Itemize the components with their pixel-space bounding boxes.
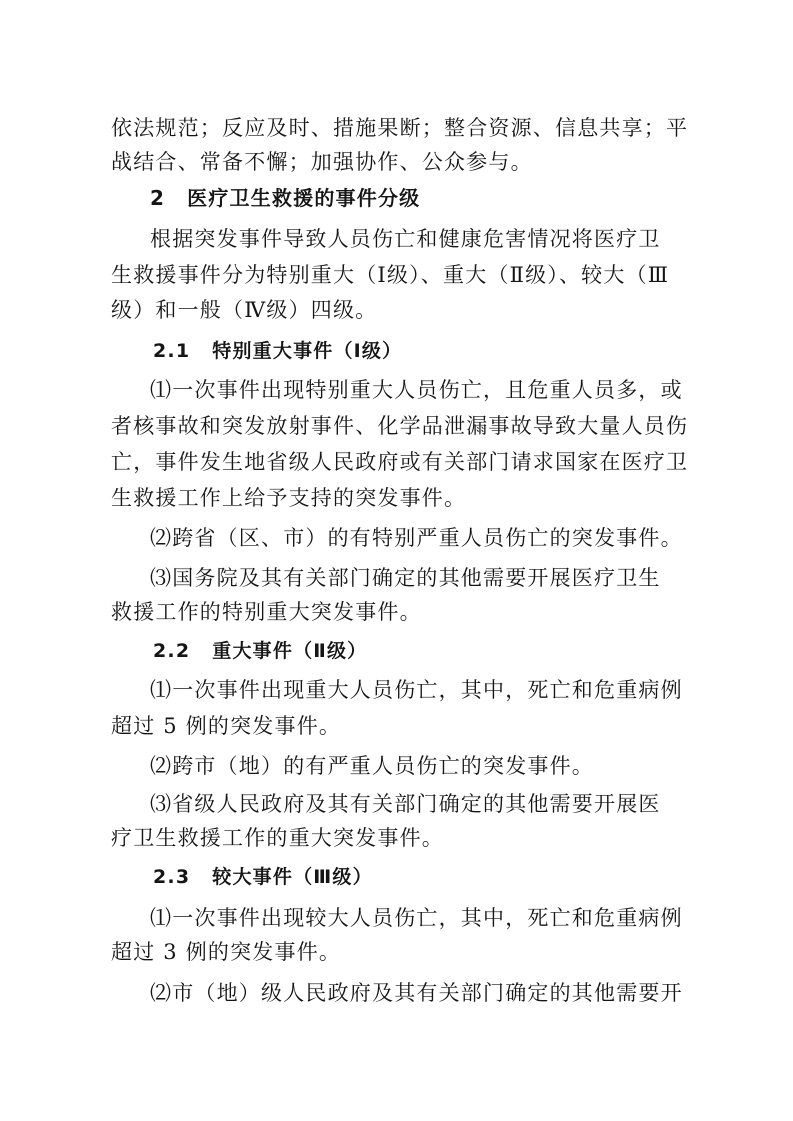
paragraph-line: ⑴一次事件出现较大人员伤亡，其中，死亡和危重病例: [150, 906, 683, 930]
paragraph-line: 超过 5 例的突发事件。: [111, 714, 342, 738]
paragraph-line: 生救援工作上给予支持的突发事件。: [111, 486, 467, 510]
subsection-number: 2.2: [153, 640, 191, 662]
paragraph-line: ⑵跨省（区、市）的有特别严重人员伤亡的突发事件。: [150, 526, 683, 550]
paragraph-line: 级）和一般（Ⅳ级）四级。: [111, 298, 378, 322]
paragraph-line: 根据突发事件导致人员伤亡和健康危害情况将医疗卫: [150, 227, 661, 251]
paragraph-line: 救援工作的特别重大突发事件。: [111, 600, 422, 624]
paragraph-line: 者核事故和突发放射事件、化学品泄漏事故导致大量人员伤: [111, 414, 689, 438]
paragraph-line: ⑵市（地）级人民政府及其有关部门确定的其他需要开: [150, 981, 683, 1005]
paragraph-line: 超过 3 例的突发事件。: [111, 940, 342, 964]
paragraph-line: 亡，事件发生地省级人民政府或有关部门请求国家在医疗卫: [111, 450, 689, 474]
subsection-number: 2.1: [153, 340, 191, 362]
subsection-number: 2.3: [153, 866, 191, 888]
paragraph-line: ⑶省级人民政府及其有关部门确定的其他需要开展医: [150, 792, 661, 816]
paragraph-line: ⑴一次事件出现重大人员伤亡，其中，死亡和危重病例: [150, 678, 683, 702]
subsection-2-2-heading: [153, 636, 367, 666]
subsection-title: 重大事件（Ⅱ级）: [212, 640, 368, 662]
section-number: 2: [150, 186, 166, 210]
paragraph-line: ⑵跨市（地）的有严重人员伤亡的突发事件。: [150, 754, 594, 778]
paragraph-line: ⑶国务院及其有关部门确定的其他需要开展医疗卫生: [150, 566, 661, 590]
intro-line-2: 战结合、常备不懈；加强协作、公众参与。: [111, 150, 533, 174]
subsection-2-1-heading: [153, 336, 402, 366]
paragraph-line: 生救援事件分为特别重大（Ⅰ级）、重大（Ⅱ级）、较大（Ⅲ: [111, 263, 670, 287]
section-2-heading: [150, 183, 420, 213]
subsection-title: 特别重大事件（Ⅰ级）: [212, 340, 403, 362]
subsection-2-3-heading: [153, 862, 373, 892]
paragraph-line: 疗卫生救援工作的重大突发事件。: [111, 826, 444, 850]
paragraph-line: ⑴一次事件出现特别重大人员伤亡，且危重人员多，或: [150, 378, 683, 402]
section-title: 医疗卫生救援的事件分级: [187, 186, 421, 210]
subsection-title: 较大事件（Ⅲ级）: [212, 866, 373, 888]
intro-line-1: 依法规范；反应及时、措施果断；整合资源、信息共享；平: [111, 116, 689, 140]
